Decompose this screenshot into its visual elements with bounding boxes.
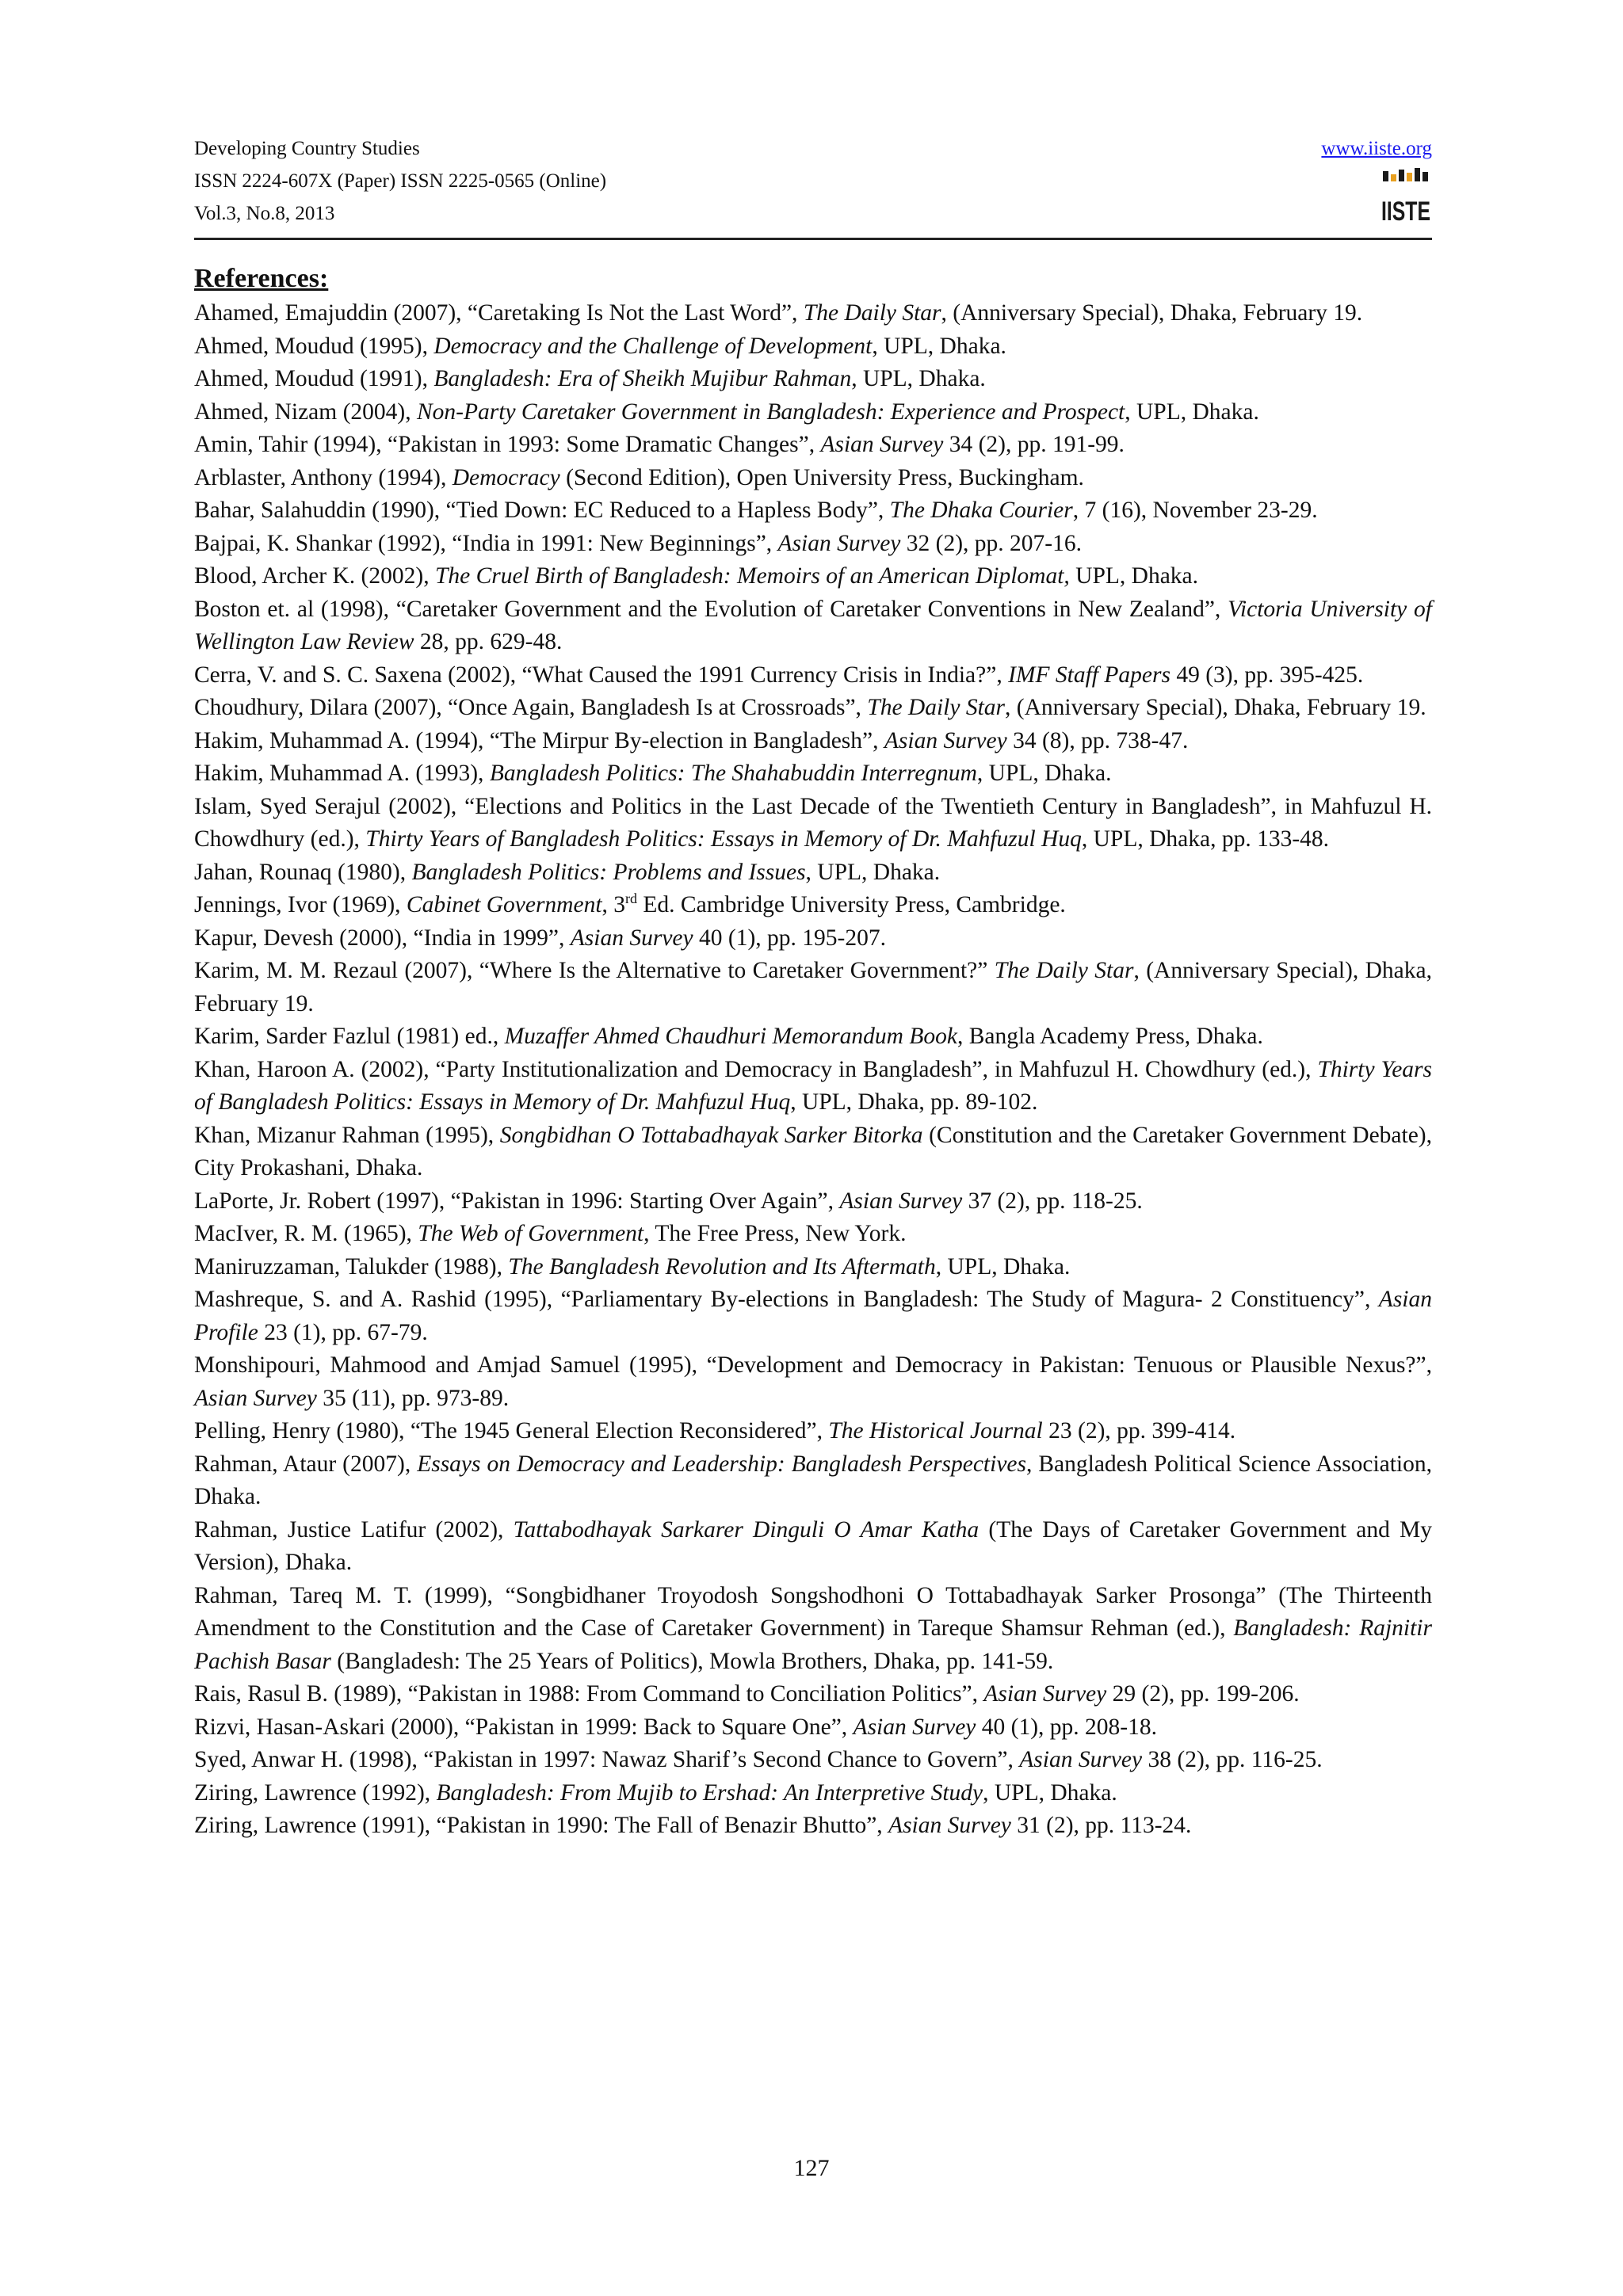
reference-entry: Maniruzzaman, Talukder (1988), The Bangladesh Revolution and Its Aftermath, UPL, Dhaka. xyxy=(194,1253,1071,1280)
reference-entry: Jennings, Ivor (1969), Cabinet Government, 3rd Ed. Cambridge University Press, Cambridge. xyxy=(194,891,1066,917)
reference-entry: Pelling, Henry (1980), “The 1945 General Election Reconsidered”, The Historical Journal 23 (2), pp. 399-414. xyxy=(194,1418,1236,1444)
reference-entry: Ahmed, Moudud (1991), Bangladesh: Era of Sheikh Mujibur Rahman, UPL, Dhaka. xyxy=(194,366,986,391)
reference-entry: Ziring, Lawrence (1991), “Pakistan in 1990: The Fall of Benazir Bhutto”, Asian Survey 31 (2), pp. 113-24. xyxy=(194,1813,1192,1838)
reference-entry: Arblaster, Anthony (1994), Democracy (Second Edition), Open University Press, Buckingham. xyxy=(194,464,1084,490)
reference-entry: Rizvi, Hasan-Askari (2000), “Pakistan in 1999: Back to Square One”, Asian Survey 40 (1), pp. 208-18. xyxy=(194,1714,1157,1740)
references-heading: References: xyxy=(194,264,329,293)
reference-entry: Cerra, V. and S. C. Saxena (2002), “What Caused the 1991 Currency Crisis in India?”, IMF Staff Papers 49 (3), pp. 395-425. xyxy=(194,662,1364,688)
reference-entry: Bahar, Salahuddin (1990), “Tied Down: EC Reduced to a Hapless Body”, The Dhaka Courier, 7 (16), November 23-29. xyxy=(194,498,1318,523)
svg-text:IISTE: IISTE xyxy=(1381,196,1430,227)
volume-line: Vol.3, No.8, 2013 xyxy=(194,203,335,224)
iiste-logo xyxy=(1380,168,1432,227)
reference-entry: Ahmed, Nizam (2004), Non-Party Caretaker Government in Bangladesh: Experience and Prospect, UPL, Dhaka. xyxy=(194,399,1259,425)
reference-entry: Ziring, Lawrence (1992), Bangladesh: From Mujib to Ershad: An Interpretive Study, UPL, Dhaka. xyxy=(194,1779,1117,1806)
reference-entry: Khan, Haroon A. (2002), “Party Institutionalization and Democracy in Bangladesh”, in Mahfuzul H. Chowdhury (ed.), Thirty Years of Bangladesh Politics: Essays in Memory of Dr. Mahfuzul Huq, UPL, Dhaka, pp. 89-102. xyxy=(194,1056,1432,1115)
reference-entry: Amin, Tahir (1994), “Pakistan in 1993: Some Dramatic Changes”, Asian Survey 34 (2), pp. 191-99. xyxy=(194,432,1125,457)
reference-entry: Rahman, Tareq M. T. (1999), “Songbidhaner Troyodosh Songshodhoni O Tottabadhayak Sarker Prosonga” (The Thirteenth Amendment to the Constitution and the Case of Caretaker Government) in Tareque Shamsur Rehman (ed.), Bangladesh: Rajnitir Pachish Basar (Bangladesh: The 25 Years of Politics), Mowla Brothers, Dhaka, pp. 141-59. xyxy=(194,1582,1432,1674)
reference-entry: Islam, Syed Serajul (2002), “Elections and Politics in the Last Decade of the Twentieth Century in Bangladesh”, in Mahfuzul H. Chowdhury (ed.), Thirty Years of Bangladesh Politics: Essays in Memory of Dr. Mahfuzul Huq, UPL, Dhaka, pp. 133-48. xyxy=(194,793,1432,852)
reference-entry: Blood, Archer K. (2002), The Cruel Birth of Bangladesh: Memoirs of an American Diplomat, UPL, Dhaka. xyxy=(194,563,1199,589)
page-header xyxy=(194,133,1432,240)
reference-entry: Monshipouri, Mahmood and Amjad Samuel (1995), “Development and Democracy in Pakistan: Tenuous or Plausible Nexus?”, Asian Survey 35 (11), pp. 973-89. xyxy=(194,1352,1432,1411)
reference-entry: Mashreque, S. and A. Rashid (1995), “Parliamentary By-elections in Bangladesh: The Study of Magura- 2 Constituency”, Asian Profile 23 (1), pp. 67-79. xyxy=(194,1287,1432,1345)
issn-line: ISSN 2224-607X (Paper) ISSN 2225-0565 (Online) xyxy=(194,170,607,192)
reference-entry: Karim, Sarder Fazlul (1981) ed., Muzaffer Ahmed Chaudhuri Memorandum Book, Bangla Academy Press, Dhaka. xyxy=(194,1024,1263,1049)
page-number: 127 xyxy=(793,2155,830,2181)
reference-entry: Karim, M. M. Rezaul (2007), “Where Is the Alternative to Caretaker Government?” The Daily Star, (Anniversary Special), Dhaka, February 19. xyxy=(194,958,1432,1016)
reference-entry: Rais, Rasul B. (1989), “Pakistan in 1988: From Command to Conciliation Politics”, Asian Survey 29 (2), pp. 199-206. xyxy=(194,1681,1300,1707)
reference-entry: Rahman, Ataur (2007), Essays on Democracy and Leadership: Bangladesh Perspectives, Bangladesh Political Science Association, Dhaka. xyxy=(194,1451,1432,1509)
reference-entry: Bajpai, K. Shankar (1992), “India in 1991: New Beginnings”, Asian Survey 32 (2), pp. 207-16. xyxy=(194,530,1082,556)
reference-entry: Kapur, Devesh (2000), “India in 1999”, Asian Survey 40 (1), pp. 195-207. xyxy=(194,925,886,951)
reference-entry: Khan, Mizanur Rahman (1995), Songbidhan O Tottabadhayak Sarker Bitorka (Constitution and the Caretaker Government Debate), City Prokashani, Dhaka. xyxy=(194,1122,1432,1180)
reference-list xyxy=(194,297,1432,1843)
reference-entry: Syed, Anwar H. (1998), “Pakistan in 1997: Nawaz Sharif’s Second Chance to Govern”, Asian Survey 38 (2), pp. 116-25. xyxy=(194,1747,1323,1772)
reference-entry: Rahman, Justice Latifur (2002), Tattabodhayak Sarkarer Dinguli O Amar Katha (The Days of Caretaker Government and My Version), Dhaka. xyxy=(194,1516,1432,1575)
website-link[interactable]: www.iiste.org xyxy=(1321,138,1432,159)
reference-entry: Hakim, Muhammad A. (1993), Bangladesh Politics: The Shahabuddin Interregnum, UPL, Dhaka. xyxy=(194,761,1112,786)
reference-entry: Hakim, Muhammad A. (1994), “The Mirpur By-election in Bangladesh”, Asian Survey 34 (8), pp. 738-47. xyxy=(194,727,1189,753)
reference-entry: Choudhury, Dilara (2007), “Once Again, Bangladesh Is at Crossroads”, The Daily Star, (Anniversary Special), Dhaka, February 19. xyxy=(194,695,1426,720)
reference-entry: MacIver, R. M. (1965), The Web of Government, The Free Press, New York. xyxy=(194,1221,907,1246)
journal-name: Developing Country Studies xyxy=(194,138,420,159)
reference-entry: Boston et. al (1998), “Caretaker Government and the Evolution of Caretaker Conventions in New Zealand”, Victoria University of Wellington Law Review 28, pp. 629-48. xyxy=(194,596,1432,654)
reference-entry: Jahan, Rounaq (1980), Bangladesh Politics: Problems and Issues, UPL, Dhaka. xyxy=(194,859,941,885)
reference-entry: Ahmed, Moudud (1995), Democracy and the Challenge of Development, UPL, Dhaka. xyxy=(194,333,1006,359)
reference-entry: LaPorte, Jr. Robert (1997), “Pakistan in 1996: Starting Over Again”, Asian Survey 37 (2), pp. 118-25. xyxy=(194,1188,1143,1214)
reference-entry: Ahamed, Emajuddin (2007), “Caretaking Is Not the Last Word”, The Daily Star, (Anniversary Special), Dhaka, February 19. xyxy=(194,300,1363,326)
